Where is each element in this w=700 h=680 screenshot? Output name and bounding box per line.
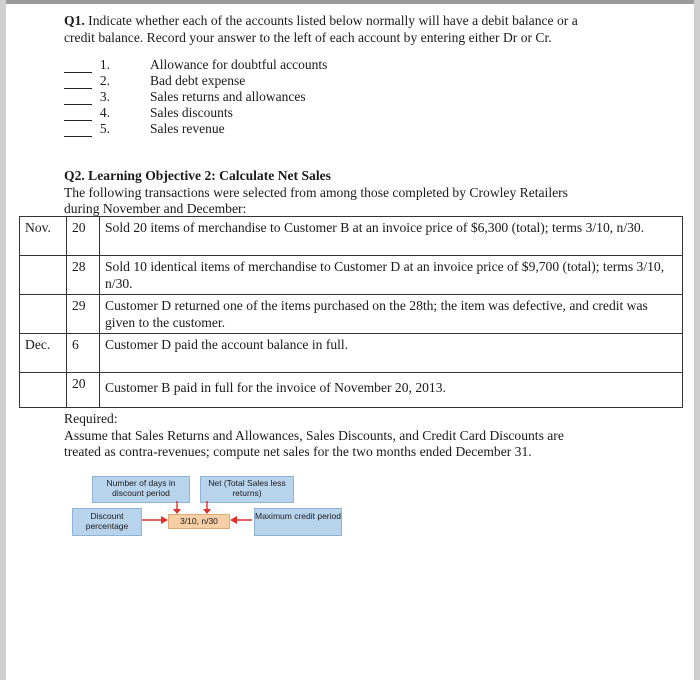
q1-title: Q1. xyxy=(64,13,85,28)
arrow-head-icon xyxy=(161,516,168,524)
table-row: Nov. 20 Sold 20 items of merchandise to Customer B at an invoice price of $6,300 (total); terms 3/10, n/30. xyxy=(20,217,683,256)
answer-blank[interactable] xyxy=(64,76,92,89)
terms-box: 3/10, n/30 xyxy=(168,514,230,529)
q2-title: Q2. Learning Objective 2: Calculate Net Sales xyxy=(64,168,331,183)
table-row: 20 Customer B paid in full for the invoice of November 20, 2013. xyxy=(20,373,683,408)
required-label: Required: xyxy=(64,411,118,426)
diagram-arrows xyxy=(72,470,362,540)
table-row: 28 Sold 10 identical items of merchandise to Customer D at an invoice price of $9,700 (total); terms 3/10, n/30. xyxy=(20,256,683,295)
right-margin xyxy=(694,0,700,680)
credit-terms-diagram xyxy=(72,470,362,540)
transactions-table xyxy=(19,216,683,408)
required-line-1: Assume that Sales Returns and Allowances, Sales Discounts, and Credit Card Discounts are xyxy=(64,428,564,443)
answer-blank[interactable] xyxy=(64,92,92,105)
q2-intro-line-2: during November and December: xyxy=(64,201,247,216)
table-row: Dec. 6 Customer D paid the account balance in full. xyxy=(20,334,683,373)
required-line-2: treated as contra-revenues; compute net sales for the two months ended December 31. xyxy=(64,444,532,459)
arrow-head-icon xyxy=(173,509,181,514)
q1-instruction-line-1: Q1. Indicate whether each of the accounts listed below normally will have a debit balance or a xyxy=(64,13,578,28)
left-margin xyxy=(0,0,6,680)
arrow-head-icon xyxy=(203,509,211,514)
q2-intro-line-1: The following transactions were selected from among those completed by Crowley Retailers xyxy=(64,185,568,200)
discount-percentage-box: Discount percentage xyxy=(72,508,142,536)
top-border xyxy=(0,0,700,4)
table-row: 29 Customer D returned one of the items purchased on the 28th; the item was defective, and credit was given to the customer. xyxy=(20,295,683,334)
q1-instruction-line-2: credit balance. Record your answer to the left of each account by entering either Dr or Cr. xyxy=(64,30,552,45)
days-in-discount-period-box: Number of days in discount period xyxy=(92,476,190,503)
answer-blank[interactable] xyxy=(64,60,92,73)
maximum-credit-period-box: Maximum credit period xyxy=(254,508,342,536)
answer-blank[interactable] xyxy=(64,108,92,121)
answer-blank[interactable] xyxy=(64,124,92,137)
arrow-head-icon xyxy=(230,516,237,524)
net-sales-box: Net (Total Sales less returns) xyxy=(200,476,294,503)
